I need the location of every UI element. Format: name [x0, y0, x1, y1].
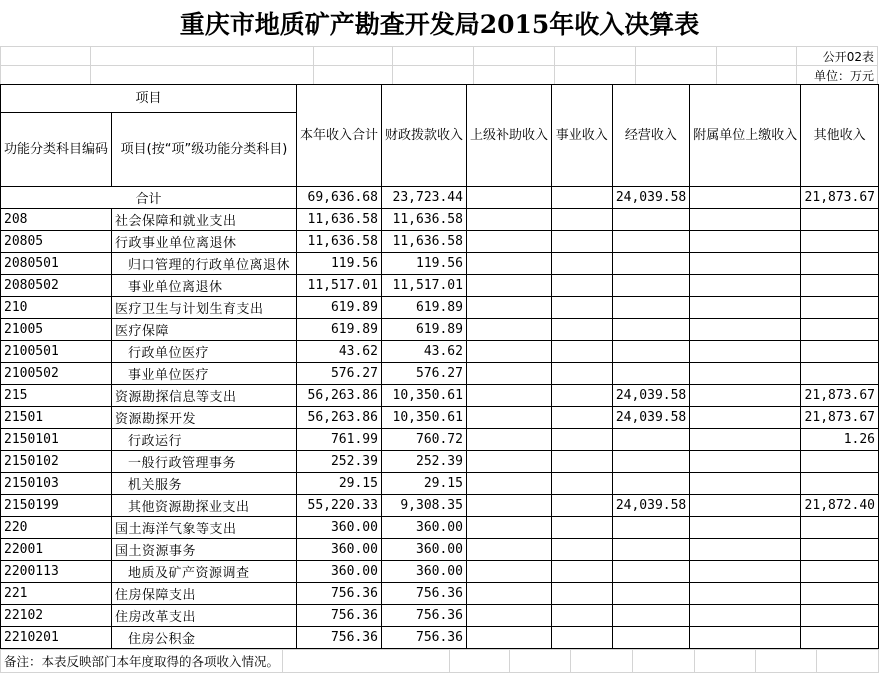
- row-total[interactable]: 756.36: [296, 583, 381, 605]
- row-other[interactable]: 21,873.67: [801, 385, 879, 407]
- row-other[interactable]: 1.26: [801, 429, 879, 451]
- header-total-income[interactable]: 本年收入合计: [296, 85, 381, 187]
- row-affiliated[interactable]: [690, 275, 801, 297]
- row-other[interactable]: [801, 451, 879, 473]
- table-row: [1, 517, 879, 539]
- row-business[interactable]: [551, 473, 612, 495]
- header-other-income[interactable]: 其他收入: [801, 85, 879, 187]
- table-row: [1, 253, 879, 275]
- table-row: [1, 319, 879, 341]
- row-affiliated[interactable]: [690, 627, 801, 649]
- total-other[interactable]: 21,873.67: [801, 187, 879, 209]
- total-operating[interactable]: 24,039.58: [612, 187, 690, 209]
- row-code[interactable]: 2200113: [1, 561, 112, 583]
- row-operating[interactable]: [612, 297, 690, 319]
- row-business[interactable]: [551, 561, 612, 583]
- row-superior[interactable]: [466, 253, 551, 275]
- pre-header-grid: [0, 46, 878, 85]
- table-row: [1, 473, 879, 495]
- row-fiscal[interactable]: 756.36: [381, 605, 466, 627]
- row-other[interactable]: [801, 605, 879, 627]
- row-operating[interactable]: [612, 231, 690, 253]
- row-other[interactable]: [801, 561, 879, 583]
- row-business[interactable]: [551, 429, 612, 451]
- table-row: [1, 231, 879, 253]
- row-operating[interactable]: [612, 209, 690, 231]
- row-affiliated[interactable]: [690, 363, 801, 385]
- row-name[interactable]: 行政单位医疗: [112, 341, 297, 363]
- row-operating[interactable]: [612, 473, 690, 495]
- row-other[interactable]: [801, 517, 879, 539]
- row-operating[interactable]: [612, 363, 690, 385]
- row-affiliated[interactable]: [690, 473, 801, 495]
- row-affiliated[interactable]: [690, 517, 801, 539]
- form-number[interactable]: 公开02表: [797, 47, 878, 66]
- row-name[interactable]: 医疗卫生与计划生育支出: [112, 297, 297, 319]
- row-total[interactable]: 29.15: [296, 473, 381, 495]
- row-superior[interactable]: [466, 561, 551, 583]
- row-operating[interactable]: [612, 605, 690, 627]
- table-row: [1, 385, 879, 407]
- row-total[interactable]: 360.00: [296, 561, 381, 583]
- row-affiliated[interactable]: [690, 605, 801, 627]
- row-affiliated[interactable]: [690, 451, 801, 473]
- row-code[interactable]: 208: [1, 209, 112, 231]
- row-operating[interactable]: [612, 341, 690, 363]
- row-fiscal[interactable]: 119.56: [381, 253, 466, 275]
- row-other[interactable]: [801, 539, 879, 561]
- row-total[interactable]: 11,517.01: [296, 275, 381, 297]
- row-operating[interactable]: 24,039.58: [612, 407, 690, 429]
- row-fiscal[interactable]: 43.62: [381, 341, 466, 363]
- row-total[interactable]: 11,636.58: [296, 231, 381, 253]
- row-affiliated[interactable]: [690, 319, 801, 341]
- row-name[interactable]: 资源勘探开发: [112, 407, 297, 429]
- row-fiscal[interactable]: 29.15: [381, 473, 466, 495]
- row-code[interactable]: 2100501: [1, 341, 112, 363]
- row-name[interactable]: 行政事业单位离退休: [112, 231, 297, 253]
- row-superior[interactable]: [466, 605, 551, 627]
- row-total[interactable]: 55,220.33: [296, 495, 381, 517]
- row-other[interactable]: [801, 209, 879, 231]
- row-name[interactable]: 医疗保障: [112, 319, 297, 341]
- row-code[interactable]: 215: [1, 385, 112, 407]
- row-business[interactable]: [551, 517, 612, 539]
- table-row: [1, 605, 879, 627]
- table-row: [1, 407, 879, 429]
- row-superior[interactable]: [466, 319, 551, 341]
- row-code[interactable]: 20805: [1, 231, 112, 253]
- footnote[interactable]: 备注：本表反映部门本年度取得的各项收入情况。: [1, 650, 283, 673]
- row-name[interactable]: 其他资源勘探业支出: [112, 495, 297, 517]
- table-row: [1, 561, 879, 583]
- row-total[interactable]: 43.62: [296, 341, 381, 363]
- row-name[interactable]: 归口管理的行政单位离退休: [112, 253, 297, 275]
- row-total[interactable]: 756.36: [296, 605, 381, 627]
- row-code[interactable]: 21005: [1, 319, 112, 341]
- row-operating[interactable]: 24,039.58: [612, 385, 690, 407]
- row-code[interactable]: 2150101: [1, 429, 112, 451]
- row-business[interactable]: [551, 451, 612, 473]
- row-fiscal[interactable]: 756.36: [381, 627, 466, 649]
- total-row: [1, 187, 879, 209]
- row-operating[interactable]: [612, 275, 690, 297]
- row-code[interactable]: 220: [1, 517, 112, 539]
- row-superior[interactable]: [466, 209, 551, 231]
- row-total[interactable]: 619.89: [296, 297, 381, 319]
- row-fiscal[interactable]: 360.00: [381, 517, 466, 539]
- row-code[interactable]: 2150199: [1, 495, 112, 517]
- row-superior[interactable]: [466, 297, 551, 319]
- row-affiliated[interactable]: [690, 561, 801, 583]
- row-name[interactable]: 行政运行: [112, 429, 297, 451]
- row-affiliated[interactable]: [690, 341, 801, 363]
- header-project[interactable]: 项目: [1, 85, 297, 113]
- row-name[interactable]: 资源勘探信息等支出: [112, 385, 297, 407]
- total-total[interactable]: 69,636.68: [296, 187, 381, 209]
- row-name[interactable]: 机关服务: [112, 473, 297, 495]
- row-business[interactable]: [551, 341, 612, 363]
- table-row: [1, 539, 879, 561]
- row-name[interactable]: 一般行政管理事务: [112, 451, 297, 473]
- row-operating[interactable]: [612, 451, 690, 473]
- row-fiscal[interactable]: 11,517.01: [381, 275, 466, 297]
- row-total[interactable]: 619.89: [296, 319, 381, 341]
- row-business[interactable]: [551, 539, 612, 561]
- row-other[interactable]: [801, 231, 879, 253]
- table-row: [1, 209, 879, 231]
- row-other[interactable]: 21,872.40: [801, 495, 879, 517]
- row-superior[interactable]: [466, 473, 551, 495]
- row-code[interactable]: 2150103: [1, 473, 112, 495]
- row-total[interactable]: 119.56: [296, 253, 381, 275]
- header-code[interactable]: 功能分类科目编码: [1, 113, 112, 187]
- row-code[interactable]: 2210201: [1, 627, 112, 649]
- row-operating[interactable]: [612, 517, 690, 539]
- row-fiscal[interactable]: 9,308.35: [381, 495, 466, 517]
- total-affiliated[interactable]: [690, 187, 801, 209]
- income-table: [0, 84, 879, 649]
- row-affiliated[interactable]: [690, 583, 801, 605]
- table-row: [1, 583, 879, 605]
- row-fiscal[interactable]: 252.39: [381, 451, 466, 473]
- header-operating-income[interactable]: 经营收入: [612, 85, 690, 187]
- row-superior[interactable]: [466, 451, 551, 473]
- row-fiscal[interactable]: 760.72: [381, 429, 466, 451]
- row-superior[interactable]: [466, 495, 551, 517]
- header-affiliated-income[interactable]: 附属单位上缴收入: [690, 85, 801, 187]
- row-fiscal[interactable]: 10,350.61: [381, 385, 466, 407]
- row-superior[interactable]: [466, 517, 551, 539]
- table-row: [1, 341, 879, 363]
- row-code[interactable]: 2080501: [1, 253, 112, 275]
- row-total[interactable]: 56,263.86: [296, 385, 381, 407]
- row-name[interactable]: 住房改革支出: [112, 605, 297, 627]
- row-superior[interactable]: [466, 341, 551, 363]
- row-fiscal[interactable]: 619.89: [381, 319, 466, 341]
- row-business[interactable]: [551, 297, 612, 319]
- row-affiliated[interactable]: [690, 209, 801, 231]
- row-total[interactable]: 11,636.58: [296, 209, 381, 231]
- row-superior[interactable]: [466, 627, 551, 649]
- row-name[interactable]: 事业单位医疗: [112, 363, 297, 385]
- row-operating[interactable]: [612, 627, 690, 649]
- row-total[interactable]: 756.36: [296, 627, 381, 649]
- row-superior[interactable]: [466, 583, 551, 605]
- table-row: [1, 297, 879, 319]
- row-superior[interactable]: [466, 539, 551, 561]
- row-fiscal[interactable]: 11,636.58: [381, 209, 466, 231]
- row-code[interactable]: 22001: [1, 539, 112, 561]
- row-superior[interactable]: [466, 275, 551, 297]
- row-affiliated[interactable]: [690, 297, 801, 319]
- row-affiliated[interactable]: [690, 429, 801, 451]
- row-code[interactable]: 21501: [1, 407, 112, 429]
- total-fiscal[interactable]: 23,723.44: [381, 187, 466, 209]
- row-affiliated[interactable]: [690, 407, 801, 429]
- row-business[interactable]: [551, 627, 612, 649]
- row-name[interactable]: 地质及矿产资源调查: [112, 561, 297, 583]
- page-title: 重庆市地质矿产勘查开发局2015年收入决算表: [179, 10, 700, 39]
- row-fiscal[interactable]: 11,636.58: [381, 231, 466, 253]
- row-other[interactable]: [801, 473, 879, 495]
- row-business[interactable]: [551, 363, 612, 385]
- header-superior-subsidy[interactable]: 上级补助收入: [466, 85, 551, 187]
- row-business[interactable]: [551, 495, 612, 517]
- row-code[interactable]: 2080502: [1, 275, 112, 297]
- row-affiliated[interactable]: [690, 385, 801, 407]
- table-row: [1, 275, 879, 297]
- row-business[interactable]: [551, 605, 612, 627]
- table-row: [1, 495, 879, 517]
- row-name[interactable]: 事业单位离退休: [112, 275, 297, 297]
- table-row: [1, 451, 879, 473]
- row-other[interactable]: [801, 275, 879, 297]
- row-business[interactable]: [551, 209, 612, 231]
- total-label[interactable]: 合计: [1, 187, 297, 209]
- row-business[interactable]: [551, 253, 612, 275]
- row-fiscal[interactable]: 360.00: [381, 561, 466, 583]
- header-fiscal-income[interactable]: 财政拨款收入: [381, 85, 466, 187]
- header-row-1: [1, 85, 879, 113]
- row-affiliated[interactable]: [690, 495, 801, 517]
- row-operating[interactable]: 24,039.58: [612, 495, 690, 517]
- row-fiscal[interactable]: 10,350.61: [381, 407, 466, 429]
- table-row: [1, 363, 879, 385]
- row-code[interactable]: 221: [1, 583, 112, 605]
- row-other[interactable]: [801, 253, 879, 275]
- table-row: [1, 429, 879, 451]
- row-name[interactable]: 社会保障和就业支出: [112, 209, 297, 231]
- header-business-income[interactable]: 事业收入: [551, 85, 612, 187]
- row-superior[interactable]: [466, 231, 551, 253]
- row-operating[interactable]: [612, 561, 690, 583]
- row-fiscal[interactable]: 360.00: [381, 539, 466, 561]
- row-total[interactable]: 252.39: [296, 451, 381, 473]
- row-superior[interactable]: [466, 429, 551, 451]
- total-business[interactable]: [551, 187, 612, 209]
- row-operating[interactable]: [612, 539, 690, 561]
- row-total[interactable]: 576.27: [296, 363, 381, 385]
- row-affiliated[interactable]: [690, 231, 801, 253]
- row-operating[interactable]: [612, 253, 690, 275]
- row-fiscal[interactable]: 619.89: [381, 297, 466, 319]
- row-name[interactable]: 国土资源事务: [112, 539, 297, 561]
- row-operating[interactable]: [612, 429, 690, 451]
- footnote-row: [0, 649, 879, 671]
- row-code[interactable]: 22102: [1, 605, 112, 627]
- row-total[interactable]: 360.00: [296, 517, 381, 539]
- row-fiscal[interactable]: 756.36: [381, 583, 466, 605]
- row-other[interactable]: [801, 583, 879, 605]
- row-other[interactable]: [801, 627, 879, 649]
- row-other[interactable]: [801, 319, 879, 341]
- row-superior[interactable]: [466, 407, 551, 429]
- header-name[interactable]: 项目(按“项”级功能分类科目): [112, 113, 297, 187]
- row-other[interactable]: [801, 341, 879, 363]
- row-name[interactable]: 国土海洋气象等支出: [112, 517, 297, 539]
- row-superior[interactable]: [466, 385, 551, 407]
- row-other[interactable]: [801, 297, 879, 319]
- row-operating[interactable]: [612, 583, 690, 605]
- row-total[interactable]: 56,263.86: [296, 407, 381, 429]
- total-superior[interactable]: [466, 187, 551, 209]
- row-business[interactable]: [551, 385, 612, 407]
- row-affiliated[interactable]: [690, 253, 801, 275]
- table-row: [1, 627, 879, 649]
- row-name[interactable]: 住房保障支出: [112, 583, 297, 605]
- row-total[interactable]: 761.99: [296, 429, 381, 451]
- row-business[interactable]: [551, 407, 612, 429]
- row-operating[interactable]: [612, 319, 690, 341]
- row-total[interactable]: 360.00: [296, 539, 381, 561]
- row-code[interactable]: 2100502: [1, 363, 112, 385]
- row-name[interactable]: 住房公积金: [112, 627, 297, 649]
- row-fiscal[interactable]: 576.27: [381, 363, 466, 385]
- row-business[interactable]: [551, 275, 612, 297]
- row-superior[interactable]: [466, 363, 551, 385]
- unit-label[interactable]: 单位：万元: [797, 66, 878, 85]
- row-other[interactable]: [801, 363, 879, 385]
- row-business[interactable]: [551, 319, 612, 341]
- row-affiliated[interactable]: [690, 539, 801, 561]
- row-other[interactable]: 21,873.67: [801, 407, 879, 429]
- row-business[interactable]: [551, 583, 612, 605]
- row-business[interactable]: [551, 231, 612, 253]
- row-code[interactable]: 210: [1, 297, 112, 319]
- row-code[interactable]: 2150102: [1, 451, 112, 473]
